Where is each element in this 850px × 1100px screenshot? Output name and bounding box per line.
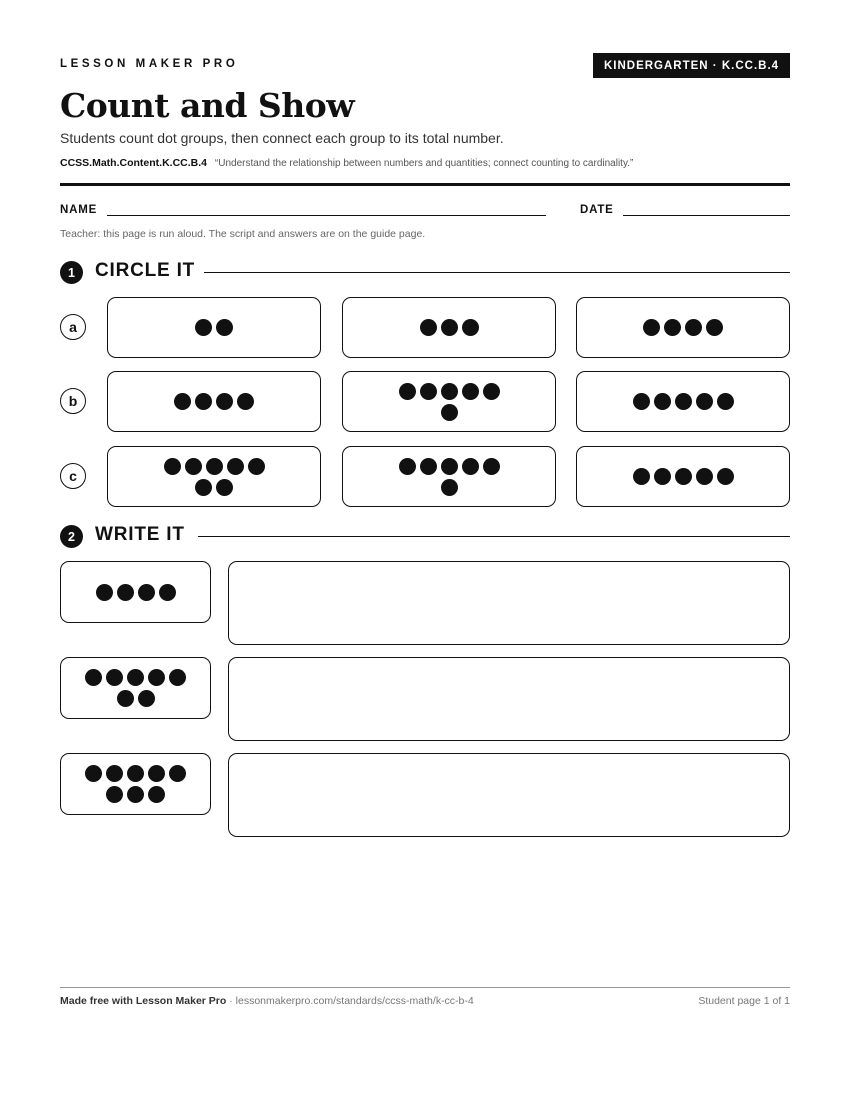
dot [195, 479, 212, 496]
teacher-note: Teacher: this page is run aloud. The script and answers are on the guide page. [60, 228, 426, 240]
dot [164, 458, 181, 475]
footer-divider [60, 987, 790, 988]
dot [106, 786, 123, 803]
answer-box[interactable] [228, 561, 790, 645]
dot-group [83, 669, 188, 707]
dot [85, 765, 102, 782]
footer-made-with: Made free with Lesson Maker Pro [60, 995, 227, 1007]
dot [248, 458, 265, 475]
dot-group [397, 383, 502, 421]
dot [216, 479, 233, 496]
dot [441, 479, 458, 496]
footer-separator: · [226, 995, 236, 1007]
brand-name: LESSON MAKER PRO [60, 58, 239, 70]
count-dot-box [60, 561, 211, 623]
row-letter: b [60, 388, 86, 414]
dot [462, 458, 479, 475]
name-label: NAME [60, 204, 98, 216]
dot [169, 765, 186, 782]
dot [420, 319, 437, 336]
page-title: Count and Show [60, 86, 355, 125]
circle-choice-box[interactable] [576, 446, 790, 507]
section-title: WRITE IT [95, 524, 185, 545]
standard-code: CCSS.Math.Content.K.CC.B.4 [60, 157, 207, 169]
section-circle-it [60, 260, 790, 284]
dot [148, 669, 165, 686]
dot [195, 393, 212, 410]
dot [664, 319, 681, 336]
dot [169, 669, 186, 686]
dot [441, 404, 458, 421]
dot-group [162, 458, 267, 496]
dot-group [397, 458, 502, 496]
dot [216, 393, 233, 410]
dot-group [174, 393, 254, 410]
section-number: 2 [60, 525, 83, 548]
dot [675, 468, 692, 485]
dot [420, 383, 437, 400]
dot [441, 458, 458, 475]
dot [696, 393, 713, 410]
answer-box[interactable] [228, 657, 790, 741]
dot [483, 458, 500, 475]
dot [441, 383, 458, 400]
count-dot-box [60, 753, 211, 815]
dot [174, 393, 191, 410]
circle-choice-box[interactable] [342, 371, 556, 432]
dot [117, 690, 134, 707]
dot [106, 669, 123, 686]
dot [117, 584, 134, 601]
row-letter: c [60, 463, 86, 489]
circle-choice-box[interactable] [576, 371, 790, 432]
dot [420, 458, 437, 475]
section-title: CIRCLE IT [95, 260, 196, 281]
dot [643, 319, 660, 336]
dot-group [83, 765, 188, 803]
circle-choice-box[interactable] [107, 371, 321, 432]
dot [148, 765, 165, 782]
standard-quote: “Understand the relationship between numbers and quantities; connect counting to cardinality.” [214, 158, 634, 169]
dot [127, 669, 144, 686]
dot [633, 393, 650, 410]
dot [138, 584, 155, 601]
circle-choice-box[interactable] [576, 297, 790, 358]
dot [127, 786, 144, 803]
dot [216, 319, 233, 336]
circle-choice-box[interactable] [107, 297, 321, 358]
section-number: 1 [60, 261, 83, 284]
dot [185, 458, 202, 475]
circle-choice-box[interactable] [107, 446, 321, 507]
dot [106, 765, 123, 782]
dot [717, 468, 734, 485]
dot [717, 393, 734, 410]
grade-badge: KINDERGARTEN · K.CC.B.4 [593, 53, 790, 78]
dot-group [420, 319, 479, 336]
dot [227, 458, 244, 475]
section-rule [198, 536, 790, 537]
dot [399, 383, 416, 400]
date-field[interactable] [623, 215, 790, 216]
standard-line [60, 157, 633, 169]
dot-group [633, 468, 734, 485]
dot [195, 319, 212, 336]
dot-group [633, 393, 734, 410]
dot [237, 393, 254, 410]
header-divider [60, 183, 790, 186]
footer-credit [60, 995, 474, 1007]
dot [633, 468, 650, 485]
dot [654, 393, 671, 410]
dot [148, 786, 165, 803]
page-subtitle: Students count dot groups, then connect each group to its total number. [60, 130, 504, 146]
dot-group [643, 319, 723, 336]
footer-url[interactable]: lessonmakerpro.com/standards/ccss-math/k-cc-b-4 [235, 995, 474, 1007]
row-letter: a [60, 314, 86, 340]
date-label: DATE [580, 204, 614, 216]
dot [441, 319, 458, 336]
dot [399, 458, 416, 475]
dot [654, 468, 671, 485]
dot-group [96, 584, 176, 601]
name-field[interactable] [107, 215, 546, 216]
circle-choice-box[interactable] [342, 446, 556, 507]
dot [685, 319, 702, 336]
dot [462, 319, 479, 336]
answer-box[interactable] [228, 753, 790, 837]
dot [696, 468, 713, 485]
dot [675, 393, 692, 410]
section-write-it [60, 524, 790, 548]
dot-group [195, 319, 233, 336]
dot [462, 383, 479, 400]
circle-choice-box[interactable] [342, 297, 556, 358]
dot [206, 458, 223, 475]
dot [96, 584, 113, 601]
section-rule [204, 272, 790, 273]
dot [159, 584, 176, 601]
footer-page-number: Student page 1 of 1 [698, 995, 790, 1007]
dot [706, 319, 723, 336]
dot [85, 669, 102, 686]
dot [127, 765, 144, 782]
dot [138, 690, 155, 707]
dot [483, 383, 500, 400]
count-dot-box [60, 657, 211, 719]
